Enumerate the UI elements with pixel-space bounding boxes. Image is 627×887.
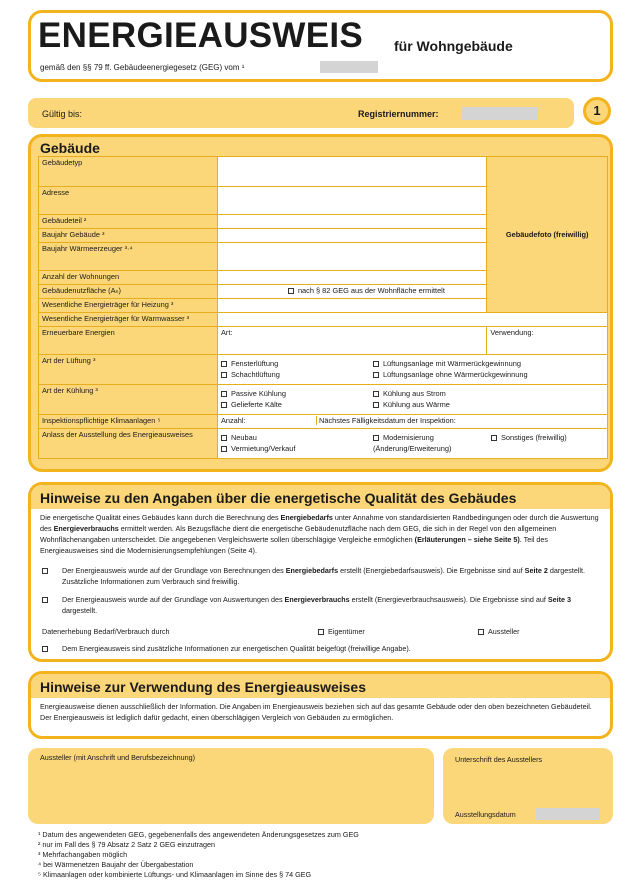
renewable-use-label: Verwendung:	[490, 328, 534, 337]
building-heading: Gebäude	[40, 140, 100, 156]
opt2-text-a: Der Energieausweis wurde auf der Grundlage von Auswertungen des	[62, 595, 285, 604]
law-reference: gemäß den §§ 79 ff. Gebäudeenergiegesetz (GEG) vom ¹	[40, 63, 245, 72]
checkbox-modernisation[interactable]	[373, 435, 379, 441]
collection-owner-option	[318, 626, 365, 637]
checkbox-cooling-heat[interactable]	[373, 402, 379, 408]
intro-text-a: Die energetische Qualität eines Gebäudes kann durch die Berechnung des	[40, 513, 281, 522]
opt2-text-b: Energieverbrauchs	[284, 595, 350, 604]
label-year-heater: Baujahr Wärmeerzeuger ³·⁴	[39, 243, 218, 271]
registration-label: Registriernummer:	[358, 109, 439, 119]
field-carrier-heating[interactable]	[217, 299, 486, 313]
valid-until-label: Gültig bis:	[42, 109, 83, 119]
field-ventilation	[217, 355, 607, 385]
vent-opt3-label: Lüftungsanlage mit Wärmerückgewinnung	[382, 359, 521, 368]
intro-text-b: Energiebedarfs	[280, 513, 333, 522]
field-area[interactable]	[217, 285, 486, 299]
checkbox-area-option[interactable]	[288, 288, 294, 294]
checkbox-window-vent[interactable]	[221, 361, 227, 367]
option-demand-row	[42, 565, 602, 587]
opt1-text-e: dargestellt. Zusätzliche Informationen zum Verbrauch sind freiwillig.	[62, 566, 585, 586]
document-title: ENERGIEAUSWEIS	[38, 16, 364, 55]
label-occasion: Anlass der Ausstellung des Energieausweises	[39, 429, 218, 459]
intro-text-e: ermittelt werden. Als Bezugsfläche dient die energetische Gebäudenutzfläche nach dem GEG, die sich in der Regel von den allgemeinen Wohnflächenangaben unterscheidet. Die angegebenen Vergleichswerte sollen überschlägige Vergleiche ermöglichen	[40, 524, 557, 544]
label-building-type: Gebäudetyp	[39, 157, 218, 187]
area-option-label: nach § 82 GEG aus der Wohnfläche ermittelt	[297, 286, 445, 295]
checkbox-other[interactable]	[491, 435, 497, 441]
intro-text-g: . Teil des Energieausweises sind die Modernisierungsempfehlungen (Seite 4).	[40, 535, 548, 555]
option-consumption-row	[42, 594, 602, 616]
checkbox-demand-based[interactable]	[42, 568, 48, 574]
issuer-label: Aussteller	[488, 627, 520, 636]
quality-notes-intro	[40, 512, 602, 556]
extra-info-label: Dem Energieausweis sind zusätzliche Informationen zur energetischen Qualität beigefügt (freiwillige Angabe).	[62, 644, 411, 653]
occ-opt3-label: Modernisierung (Änderung/Erweiterung)	[372, 433, 452, 453]
cool-opt1-label: Passive Kühlung	[230, 389, 286, 398]
issue-date-field[interactable]	[536, 808, 600, 820]
label-address: Adresse	[39, 187, 218, 215]
opt2-text-c: erstellt (Energieverbrauchsausweis). Die Ergebnisse sind auf	[349, 595, 548, 604]
footnote-1: ¹ Datum des angewendeten GEG, gegebenenfalls des angewendeten Änderungsgesetzes zum GEG	[38, 830, 359, 839]
footnote-2: ² nur im Fall des § 79 Absatz 2 Satz 2 GEG einzutragen	[38, 840, 215, 849]
label-renewable: Erneuerbare Energien	[39, 327, 218, 355]
opt2-text-e: dargestellt.	[62, 606, 98, 615]
cool-opt2-label: Gelieferte Kälte	[230, 400, 282, 409]
checkbox-shaft-vent[interactable]	[221, 372, 227, 378]
quality-notes-heading: Hinweise zu den Angaben über die energetische Qualität des Gebäudes	[40, 490, 517, 506]
opt1-text-d: Seite 2	[524, 566, 548, 575]
vent-opt2-label: Schachtlüftung	[230, 370, 280, 379]
building-table	[38, 156, 608, 459]
renewable-kind-label: Art:	[220, 328, 233, 337]
field-renewable-use[interactable]	[487, 327, 608, 355]
checkbox-consumption-based[interactable]	[42, 597, 48, 603]
field-ac[interactable]	[217, 415, 607, 429]
checkbox-passive-cooling[interactable]	[221, 391, 227, 397]
footnote-3: ³ Mehrfachangaben möglich	[38, 850, 128, 859]
opt1-text-b: Energiebedarfs	[285, 566, 339, 575]
label-building-part: Gebäudeteil ²	[39, 215, 218, 229]
extra-info-row	[42, 643, 411, 654]
field-cooling	[217, 385, 607, 415]
label-area: Gebäudenutzfläche (Aₙ)	[39, 285, 218, 299]
checkbox-delivered-cold[interactable]	[221, 402, 227, 408]
occ-opt2-label: Vermietung/Verkauf	[230, 444, 296, 453]
issue-date-label: Ausstellungsdatum	[455, 810, 516, 819]
occ-opt1-label: Neubau	[230, 433, 257, 442]
photo-label: Gebäudefoto (freiwillig)	[505, 230, 589, 239]
checkbox-rent-sale[interactable]	[221, 446, 227, 452]
usage-notes-text: Energieausweise dienen ausschließlich der Information. Die Angaben im Energieausweis beziehen sich auf das gesamte Gebäude oder den oben bezeichneten Gebäudeteil. Der Energieausweis ist lediglich dafür gedacht, einen überschlägigen Vergleich von Gebäuden zu ermöglichen.	[40, 702, 592, 722]
occ-opt4-label: Sonstiges (freiwillig)	[500, 433, 567, 442]
document-subtitle: für Wohngebäude	[394, 38, 513, 54]
collection-issuer-option	[478, 626, 520, 637]
label-units: Anzahl der Wohnungen	[39, 271, 218, 285]
opt2-text-d: Seite 3	[547, 595, 572, 604]
vent-opt1-label: Fensterlüftung	[230, 359, 279, 368]
cool-opt3-label: Kühlung aus Strom	[382, 389, 446, 398]
checkbox-vent-with-recovery[interactable]	[373, 361, 379, 367]
intro-text-d: Energieverbrauchs	[53, 524, 119, 533]
signature-label: Unterschrift des Ausstellers	[455, 755, 543, 764]
label-ac: Inspektionspflichtige Klimaanlagen ⁵	[39, 415, 218, 429]
checkbox-cooling-electric[interactable]	[373, 391, 379, 397]
page-number-badge	[583, 97, 611, 125]
label-carrier-water: Wesentliche Energieträger für Warmwasser ³	[39, 313, 218, 327]
label-carrier-heating: Wesentliche Energieträger für Heizung ³	[39, 299, 218, 313]
field-year-heater[interactable]	[217, 243, 486, 271]
checkbox-owner[interactable]	[318, 629, 324, 635]
label-cooling: Art der Kühlung ³	[39, 385, 218, 415]
field-building-type[interactable]	[217, 157, 486, 187]
cool-opt4-label: Kühlung aus Wärme	[382, 400, 450, 409]
intro-text-f: (Erläuterungen – siehe Seite 5)	[414, 535, 520, 544]
field-occasion	[217, 429, 607, 459]
registration-field[interactable]	[462, 107, 538, 120]
field-address[interactable]	[217, 187, 486, 215]
law-date-field[interactable]	[320, 61, 378, 73]
ac-next-label: Nächstes Fälligkeitsdatum der Inspektion:	[319, 416, 456, 425]
photo-area[interactable]	[487, 157, 608, 313]
intro-text-c: unter Annahme von standardisierten Randbedingungen oder durch die Auswertung des	[40, 513, 599, 533]
checkbox-vent-without-recovery[interactable]	[373, 372, 379, 378]
field-units[interactable]	[217, 271, 486, 285]
owner-label: Eigentümer	[328, 627, 365, 636]
label-year-building: Baujahr Gebäude ³	[39, 229, 218, 243]
label-ventilation: Art der Lüftung ³	[39, 355, 218, 385]
issuer-address-label: Aussteller (mit Anschrift und Berufsbezeichnung)	[40, 753, 196, 762]
field-renewable-kind[interactable]	[217, 327, 486, 355]
checkbox-extra-info[interactable]	[42, 646, 48, 652]
field-carrier-water[interactable]	[217, 313, 607, 327]
ac-count-label: Anzahl:	[221, 416, 317, 425]
opt1-text-c: erstellt (Energiebedarfsausweis). Die Ergebnisse sind auf	[338, 566, 525, 575]
usage-notes-heading: Hinweise zur Verwendung des Energieausweises	[40, 679, 367, 695]
checkbox-new-build[interactable]	[221, 435, 227, 441]
footnote-5: ⁵ Klimaanlagen oder kombinierte Lüftungs- und Klimaanlagen im Sinne des § 74 GEG	[38, 870, 312, 879]
footnote-4: ⁴ bei Wärmenetzen Baujahr der Übergabestation	[38, 860, 194, 869]
opt1-text-a: Der Energieausweis wurde auf der Grundlage von Berechnungen des	[62, 566, 286, 575]
field-year-building[interactable]	[217, 229, 486, 243]
field-building-part[interactable]	[217, 215, 486, 229]
page-number: 1	[593, 103, 601, 118]
vent-opt4-label: Lüftungsanlage ohne Wärmerückgewinnung	[382, 370, 528, 379]
data-collection-label: Datenerhebung Bedarf/Verbrauch durch	[42, 627, 170, 636]
checkbox-issuer[interactable]	[478, 629, 484, 635]
